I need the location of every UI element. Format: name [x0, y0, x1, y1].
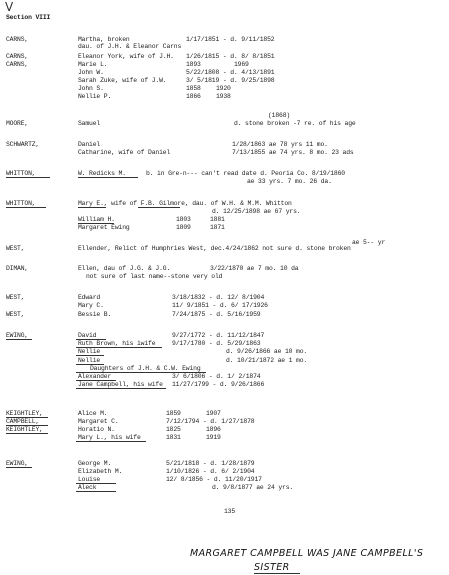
underline: [6, 207, 46, 208]
birth-year: 1803: [176, 216, 191, 223]
dates: 11/27/1799 - d. 9/26/1866: [172, 381, 265, 388]
birth-year: 1866: [186, 93, 201, 100]
dates: 7/12/1794 - d. 1/27/1878: [166, 418, 255, 425]
person-name: Catharine, wife of Daniel: [78, 149, 171, 156]
person-name: Nellie: [78, 348, 101, 355]
person-name: Ellender, Relict of Humphries West, dec.4/24/1862 not sure d. stone broken: [78, 245, 351, 252]
person-name: Sarah Zuke, wife of J.W.: [78, 77, 167, 84]
person-name: Bessie B.: [78, 311, 112, 318]
dates: 9/27/1772 - d. 11/12/1847: [172, 332, 265, 339]
person-name: W. Redicks M.: [78, 170, 126, 177]
underline: [6, 177, 50, 178]
dates: 11/ 9/1851 - d. 6/ 17/1926: [172, 302, 268, 309]
birth-year: 1831: [166, 434, 181, 441]
surname: KEIGHTLEY,: [6, 426, 43, 433]
person-name: John W.: [78, 69, 104, 76]
dates: b. in Gre-n--- can't read date d. Peoria Co. 8/19/1860: [146, 170, 345, 177]
surname: WEST,: [6, 311, 25, 318]
death-year: 1896: [206, 426, 221, 433]
person-name: Alexander: [78, 373, 112, 380]
dates: 1/17/1851 - d. 9/11/1852: [186, 36, 275, 43]
person-name: Mary C.: [78, 302, 104, 309]
underline: [78, 177, 138, 178]
dates: 9/17/1780 - d. 5/29/1863: [172, 340, 261, 347]
person-name: Ruth Brown, his iwife: [78, 340, 156, 347]
underline: [76, 355, 104, 356]
person-name: Louise: [78, 476, 101, 483]
person-name: Nellie: [78, 357, 101, 364]
person-name: Martha, broken: [78, 36, 130, 43]
person-name: Jane Campbell, his wife: [78, 381, 163, 388]
corner-check-mark: V: [5, 0, 14, 14]
person-name: Daniel: [78, 141, 101, 148]
section-title: Section VIII: [6, 14, 51, 21]
age-annotation: ae 5-- yr: [352, 239, 386, 246]
birth-year: 1809: [176, 224, 191, 231]
underline: [76, 441, 146, 442]
dates: 5/21/1818 - d. 1/28/1879: [166, 460, 255, 467]
dates: 1/26/1815 - d. 8/ 8/1851: [186, 53, 275, 60]
person-name: Mary E., wife of F.B. Gilmore, dau. of W.H. & M.M. Whitton: [78, 200, 292, 207]
year-annotation: (1868): [268, 112, 291, 119]
note: not sure of last name--stone very old: [86, 273, 223, 280]
person-name: Eleanor York, wife of J.H.: [78, 53, 174, 60]
page-number: 135: [224, 508, 236, 515]
birth-year: 1858: [186, 85, 201, 92]
dates: d. 9/8/1877 ae 24 yrs.: [212, 484, 294, 491]
underline: [76, 491, 116, 492]
person-name: Ellen, dau of J.G. & J.G.: [78, 265, 171, 272]
underline: [6, 467, 32, 468]
person-name: Horatio N.: [78, 426, 115, 433]
person-name: William H.: [78, 216, 115, 223]
person-name: Elizabeth M.: [78, 468, 123, 475]
person-name: Margaret C.: [78, 418, 119, 425]
surname: WEST,: [6, 294, 25, 301]
underline: [6, 339, 32, 340]
surname: EWING,: [6, 460, 29, 467]
note: Daughters of J.H. & C.W. Ewing: [90, 365, 201, 372]
person-name: John S.: [78, 85, 104, 92]
surname: SCHWARTZ,: [6, 141, 40, 148]
person-name: Nellie P.: [78, 93, 112, 100]
dates: 3/18/1832 - d. 12/ 8/1904: [172, 294, 265, 301]
person-name: Aleck: [78, 484, 97, 491]
surname: CAMPBELL,: [6, 418, 40, 425]
person-name: Samuel: [78, 120, 101, 127]
death-year: 1938: [216, 93, 231, 100]
birth-year: 1825: [166, 426, 181, 433]
note: dau. of J.H. & Eleanor Carns: [78, 43, 182, 50]
surname: KEIGHTLEY,: [6, 410, 43, 417]
dates: d. 12/25/1898 ae 67 yrs.: [212, 208, 301, 215]
dates: 7/13/1855 ae 74 yrs. 8 mo. 23 ads: [232, 149, 354, 156]
dates: 1/10/1826 - d. 6/ 2/1904: [166, 468, 255, 475]
underline: [254, 573, 300, 574]
surname: CARNS,: [6, 61, 29, 68]
person-name: George M.: [78, 460, 112, 467]
dates: 7/24/1875 - d. 5/16/1959: [172, 311, 261, 318]
dates: 3/ 5/1819 - d. 9/25/1898: [186, 77, 275, 84]
death-year: 1871: [210, 224, 225, 231]
age-note: ae 33 yrs. 7 mo. 26 da.: [247, 178, 332, 185]
death-year: 1919: [206, 434, 221, 441]
dates: 12/ 8/1856 - d. 11/20/1917: [166, 476, 262, 483]
dates: 3/22/1870 ae 7 mo. 10 da: [210, 265, 299, 272]
underline: [138, 207, 180, 208]
dates: d. 10/21/1872 ae 1 mo.: [226, 357, 308, 364]
surname: WHITTON,: [6, 170, 36, 177]
death-year: 1920: [216, 85, 231, 92]
surname: WEST,: [6, 245, 25, 252]
person-name: Marie L.: [78, 61, 108, 68]
person-name: David: [78, 332, 97, 339]
surname: WHITTON,: [6, 200, 36, 207]
dates: 1/28/1863 ae 78 yrs 11 mo.: [232, 141, 328, 148]
handwritten-note-line-2: SISTER: [254, 562, 290, 573]
underline: [76, 388, 166, 389]
surname: EWING,: [6, 332, 29, 339]
surname: CARNS,: [6, 36, 29, 43]
dates: d. 9/26/1866 ae 10 mo.: [226, 348, 308, 355]
handwritten-note-line-1: MARGARET CAMPBELL WAS JANE CAMPBELL'S: [190, 548, 424, 559]
underline: [78, 207, 106, 208]
person-name: Margaret Ewing: [78, 224, 130, 231]
death-year: 1907: [206, 410, 221, 417]
birth-year: 1893: [186, 61, 201, 68]
person-name: Mary L., his wife: [78, 434, 141, 441]
person-name: Edward: [78, 294, 101, 301]
underline: [6, 433, 48, 434]
death-year: 1881: [210, 216, 225, 223]
surname: DIMAN,: [6, 265, 29, 272]
surname: CARNS,: [6, 53, 29, 60]
dates: d. stone broken -7 re. of his age: [234, 120, 356, 127]
death-year: 1969: [234, 61, 249, 68]
surname: MOORE,: [6, 120, 29, 127]
birth-year: 1859: [166, 410, 181, 417]
dates: 5/22/1808 - d. 4/13/1891: [186, 69, 275, 76]
dates: 3/ 6/1806 - d. 1/ 2/1874: [172, 373, 261, 380]
person-name: Alice M.: [78, 410, 108, 417]
